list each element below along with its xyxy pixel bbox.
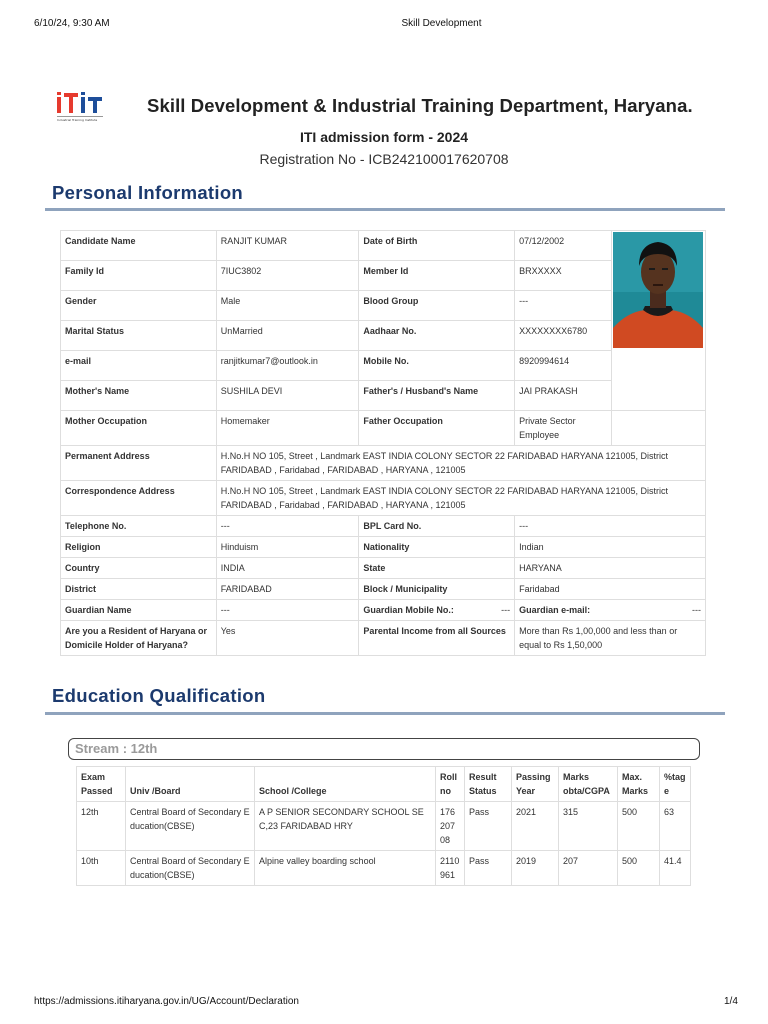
value-guardian-name: --- (216, 600, 359, 621)
label-aadhaar: Aadhaar No. (359, 321, 515, 351)
stream-label: Stream : 12th (75, 741, 158, 756)
value-mother-occupation: Homemaker (216, 411, 359, 446)
label-telephone: Telephone No. (61, 516, 217, 537)
label-block: Block / Municipality (359, 579, 515, 600)
stream-panel (68, 738, 700, 760)
personal-info-heading: Personal Information (52, 182, 244, 203)
header-cell: Marks obta/CGPA (559, 767, 618, 802)
header-cell: Roll no (436, 767, 465, 802)
education-heading: Education Qualification (52, 685, 266, 706)
label-marital-status: Marital Status (61, 321, 217, 351)
value-guardian-email: --- (692, 605, 701, 615)
value-nationality: Indian (515, 537, 706, 558)
iti-logo (55, 91, 105, 123)
label-guardian-mobile: Guardian Mobile No.: (363, 605, 454, 615)
value-district: FARIDABAD (216, 579, 359, 600)
value-father-occupation: Private Sector Employee (515, 411, 611, 446)
value-guardian-mobile: --- (501, 605, 511, 615)
label-email: e-mail (61, 351, 217, 381)
label-candidate-name: Candidate Name (61, 231, 217, 261)
cell-max-marks: 500 (618, 851, 660, 886)
value-mother-name: SUSHILA DEVI (216, 381, 359, 411)
label-father-occupation: Father Occupation (359, 411, 515, 446)
cell-board: Central Board of Secondary Education(CBSE) (126, 851, 255, 886)
label-guardian-email: Guardian e-mail: (519, 605, 591, 615)
value-email: ranjitkumar7@outlook.in (216, 351, 359, 381)
value-telephone: --- (216, 516, 359, 537)
label-gender: Gender (61, 291, 217, 321)
footer-page-number: 1/4 (724, 996, 738, 1007)
header-cell: Passing Year (512, 767, 559, 802)
section-divider (45, 712, 725, 715)
label-correspondence-address: Correspondence Address (61, 481, 217, 516)
candidate-photo (613, 232, 703, 348)
label-mobile: Mobile No. (359, 351, 515, 381)
table-row (77, 851, 691, 886)
cell-passing-year: 2019 (512, 851, 559, 886)
header-cell: Result Status (465, 767, 512, 802)
table-row (77, 802, 691, 851)
cell-exam: 10th (77, 851, 126, 886)
department-title: Skill Development & Industrial Training Department, Haryana. (147, 95, 693, 116)
cell-result: Pass (465, 851, 512, 886)
value-dob: 07/12/2002 (515, 231, 611, 261)
value-parental-income: More than Rs 1,00,000 and less than or equal to Rs 1,50,000 (515, 621, 706, 656)
value-permanent-address: H.No.H NO 105, Street , Landmark EAST INDIA COLONY SECTOR 22 FARIDABAD HARYANA 121005, District FARIDABAD , Faridabad , FARIDABAD , HARYANA , 121005 (216, 446, 705, 481)
table-header-row (77, 767, 691, 802)
label-blood-group: Blood Group (359, 291, 515, 321)
value-religion: Hinduism (216, 537, 359, 558)
header-cell: %tage (660, 767, 691, 802)
label-resident: Are you a Resident of Haryana or Domicile Holder of Haryana? (61, 621, 217, 656)
form-title: ITI admission form - 2024 (299, 129, 469, 145)
cell-roll-no: 17620708 (436, 802, 465, 851)
label-parental-income: Parental Income from all Sources (359, 621, 515, 656)
value-blood-group: --- (515, 291, 611, 321)
label-district: District (61, 579, 217, 600)
label-mother-name: Mother's Name (61, 381, 217, 411)
value-marital-status: UnMarried (216, 321, 359, 351)
personal-info-table (60, 230, 706, 656)
label-guardian-name: Guardian Name (61, 600, 217, 621)
cell-marks: 207 (559, 851, 618, 886)
value-father-name: JAI PRAKASH (515, 381, 611, 411)
cell-roll-no: 2110961 (436, 851, 465, 886)
section-divider (45, 208, 725, 211)
value-family-id: 7IUC3802 (216, 261, 359, 291)
cell-school: Alpine valley boarding school (255, 851, 436, 886)
label-religion: Religion (61, 537, 217, 558)
value-correspondence-address: H.No.H NO 105, Street , Landmark EAST INDIA COLONY SECTOR 22 FARIDABAD HARYANA 121005, District FARIDABAD , Faridabad , FARIDABAD , HARYANA , 121005 (216, 481, 705, 516)
cell-max-marks: 500 (618, 802, 660, 851)
cell-board: Central Board of Secondary Education(CBSE) (126, 802, 255, 851)
cell-percentage: 63 (660, 802, 691, 851)
label-family-id: Family Id (61, 261, 217, 291)
value-aadhaar: XXXXXXXX6780 (515, 321, 611, 351)
value-candidate-name: RANJIT KUMAR (216, 231, 359, 261)
guardian-email-cell (515, 600, 706, 621)
cell-school: A P SENIOR SECONDARY SCHOOL SEC,23 FARIDABAD HRY (255, 802, 436, 851)
label-state: State (359, 558, 515, 579)
photo-cell (611, 231, 705, 411)
header-cell: School /College (255, 767, 436, 802)
guardian-mobile-cell (359, 600, 515, 621)
value-resident: Yes (216, 621, 359, 656)
label-country: Country (61, 558, 217, 579)
print-doc-title: Skill Development (401, 18, 482, 29)
label-bpl-card: BPL Card No. (359, 516, 515, 537)
header-cell: Exam Passed (77, 767, 126, 802)
empty-cell (611, 411, 705, 446)
cell-marks: 315 (559, 802, 618, 851)
label-permanent-address: Permanent Address (61, 446, 217, 481)
value-mobile: 8920994614 (515, 351, 611, 381)
footer-url: https://admissions.itiharyana.gov.in/UG/Account/Declaration (34, 996, 299, 1007)
header-cell: Univ /Board (126, 767, 255, 802)
cell-percentage: 41.4 (660, 851, 691, 886)
label-father-name: Father's / Husband's Name (359, 381, 515, 411)
label-mother-occupation: Mother Occupation (61, 411, 217, 446)
value-state: HARYANA (515, 558, 706, 579)
label-nationality: Nationality (359, 537, 515, 558)
cell-exam: 12th (77, 802, 126, 851)
header-cell: Max. Marks (618, 767, 660, 802)
value-block: Faridabad (515, 579, 706, 600)
value-gender: Male (216, 291, 359, 321)
print-datetime: 6/10/24, 9:30 AM (34, 18, 110, 29)
value-country: INDIA (216, 558, 359, 579)
cell-result: Pass (465, 802, 512, 851)
label-dob: Date of Birth (359, 231, 515, 261)
value-bpl-card: --- (515, 516, 706, 537)
label-member-id: Member Id (359, 261, 515, 291)
cell-passing-year: 2021 (512, 802, 559, 851)
logo-subtext: Industrial Training Institute (57, 118, 98, 122)
registration-number: Registration No - ICB242100017620708 (259, 151, 509, 167)
education-table (76, 766, 691, 886)
value-member-id: BRXXXXX (515, 261, 611, 291)
